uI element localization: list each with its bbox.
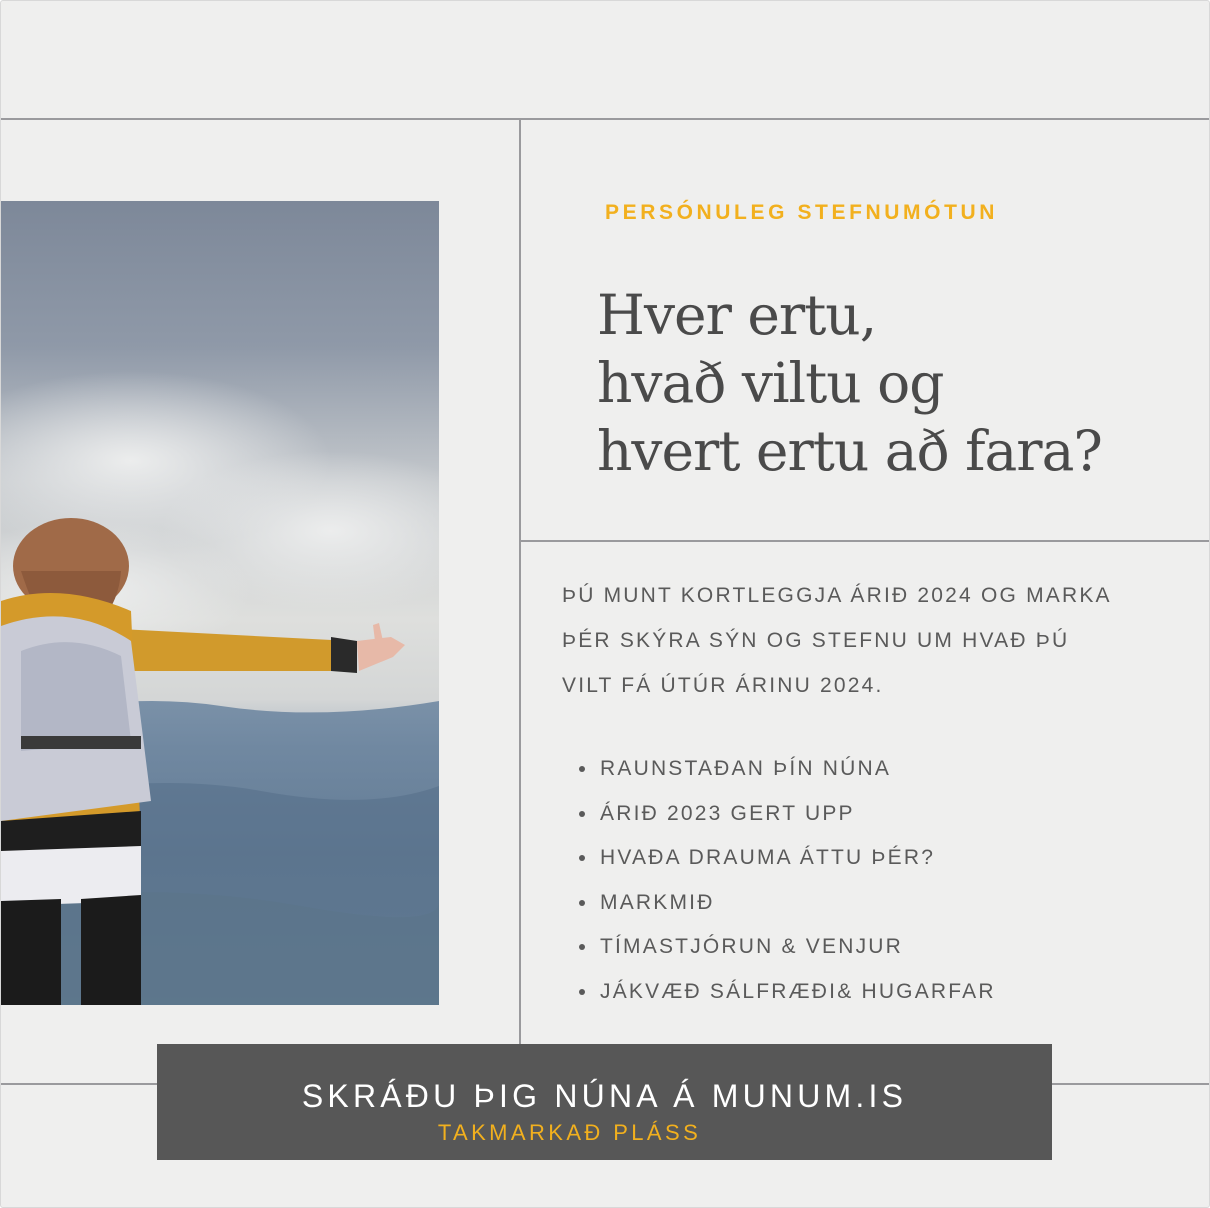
- signup-text[interactable]: SKRÁÐU ÞIG NÚNA Á MUNUM.IS: [301, 1078, 908, 1114]
- intro-text: [562, 573, 1202, 708]
- hiker-photo: [1, 201, 439, 1005]
- list-item: [577, 925, 996, 970]
- intro-line-3: VILT FÁ ÚTÚR ÁRINU 2024.: [562, 674, 884, 697]
- eyebrow-label: PERSÓNULEG STEFNUMÓTUN: [605, 201, 999, 224]
- topic-label: RAUNSTAÐAN ÞÍN NÚNA: [600, 757, 892, 780]
- headline: [597, 281, 1197, 485]
- center-divider: [519, 120, 521, 1044]
- middle-divider: [521, 540, 1209, 542]
- topic-label: MARKMIÐ: [600, 890, 715, 914]
- list-item: [577, 881, 996, 926]
- bullet-icon: [579, 900, 585, 906]
- bullet-icon: [579, 944, 585, 950]
- intro-line-1: ÞÚ MUNT KORTLEGGJA ÁRIÐ 2024 OG MARKA: [562, 584, 1112, 607]
- topic-label: HVAÐA DRAUMA ÁTTU ÞÉR?: [600, 846, 936, 869]
- headline-line-2: hvað viltu og: [597, 351, 944, 415]
- bullet-icon: [579, 811, 585, 817]
- bottom-divider-left: [1, 1083, 157, 1085]
- headline-line-3: hvert ertu að fara?: [597, 419, 1102, 483]
- topic-label: ÁRIÐ 2023 GERT UPP: [600, 801, 855, 825]
- list-item: [577, 747, 996, 792]
- bullet-icon: [579, 766, 585, 772]
- topic-list: [577, 747, 996, 1014]
- intro-line-2: ÞÉR SKÝRA SÝN OG STEFNU UM HVAÐ ÞÚ: [562, 629, 1070, 652]
- signup-banner[interactable]: [157, 1044, 1052, 1160]
- headline-line-1: Hver ertu,: [597, 283, 877, 347]
- list-item: [577, 792, 996, 837]
- bullet-icon: [579, 989, 585, 995]
- bullet-icon: [579, 855, 585, 861]
- top-divider: [1, 118, 1209, 120]
- topic-label: TÍMASTJÓRUN & VENJUR: [600, 935, 904, 958]
- limited-space-text: TAKMARKAÐ PLÁSS: [437, 1120, 702, 1145]
- bottom-divider-right: [1052, 1083, 1209, 1085]
- list-item: [577, 970, 996, 1015]
- list-item: [577, 836, 996, 881]
- topic-label: JÁKVÆÐ SÁLFRÆÐI& HUGARFAR: [600, 979, 996, 1003]
